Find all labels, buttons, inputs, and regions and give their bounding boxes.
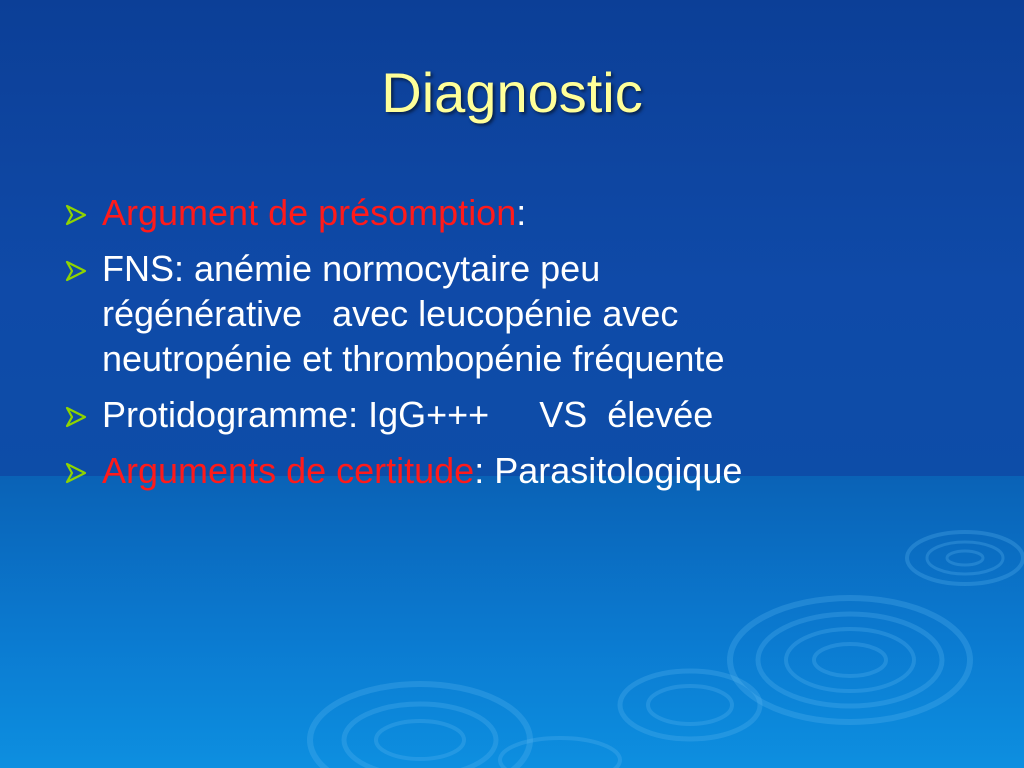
bullet-certitude <box>64 448 964 493</box>
bullet-fns <box>64 246 964 381</box>
arrowhead-icon <box>64 462 88 484</box>
bullet-line: neutropénie et thrombopénie fréquente <box>102 338 725 379</box>
bullet-list <box>64 190 964 504</box>
slide-title: Diagnostic <box>381 61 643 124</box>
bullet-highlight: Arguments de certitude <box>102 450 475 491</box>
bullet-text: Protidogramme: IgG+++ VS élevée <box>102 394 714 435</box>
arrowhead-icon <box>64 406 88 428</box>
bullet-protidogramme <box>64 392 964 437</box>
bullet-line: FNS: anémie normocytaire peu <box>102 248 601 289</box>
arrowhead-icon <box>64 260 88 282</box>
arrowhead-icon <box>64 204 88 226</box>
bullet-presumption <box>64 190 964 235</box>
bullet-line: régénérative avec leucopénie avec <box>102 293 679 334</box>
bullet-text: : Parasitologique <box>474 450 743 491</box>
bullet-highlight: Argument de présomption <box>102 192 517 233</box>
bullet-text: : <box>516 192 527 233</box>
